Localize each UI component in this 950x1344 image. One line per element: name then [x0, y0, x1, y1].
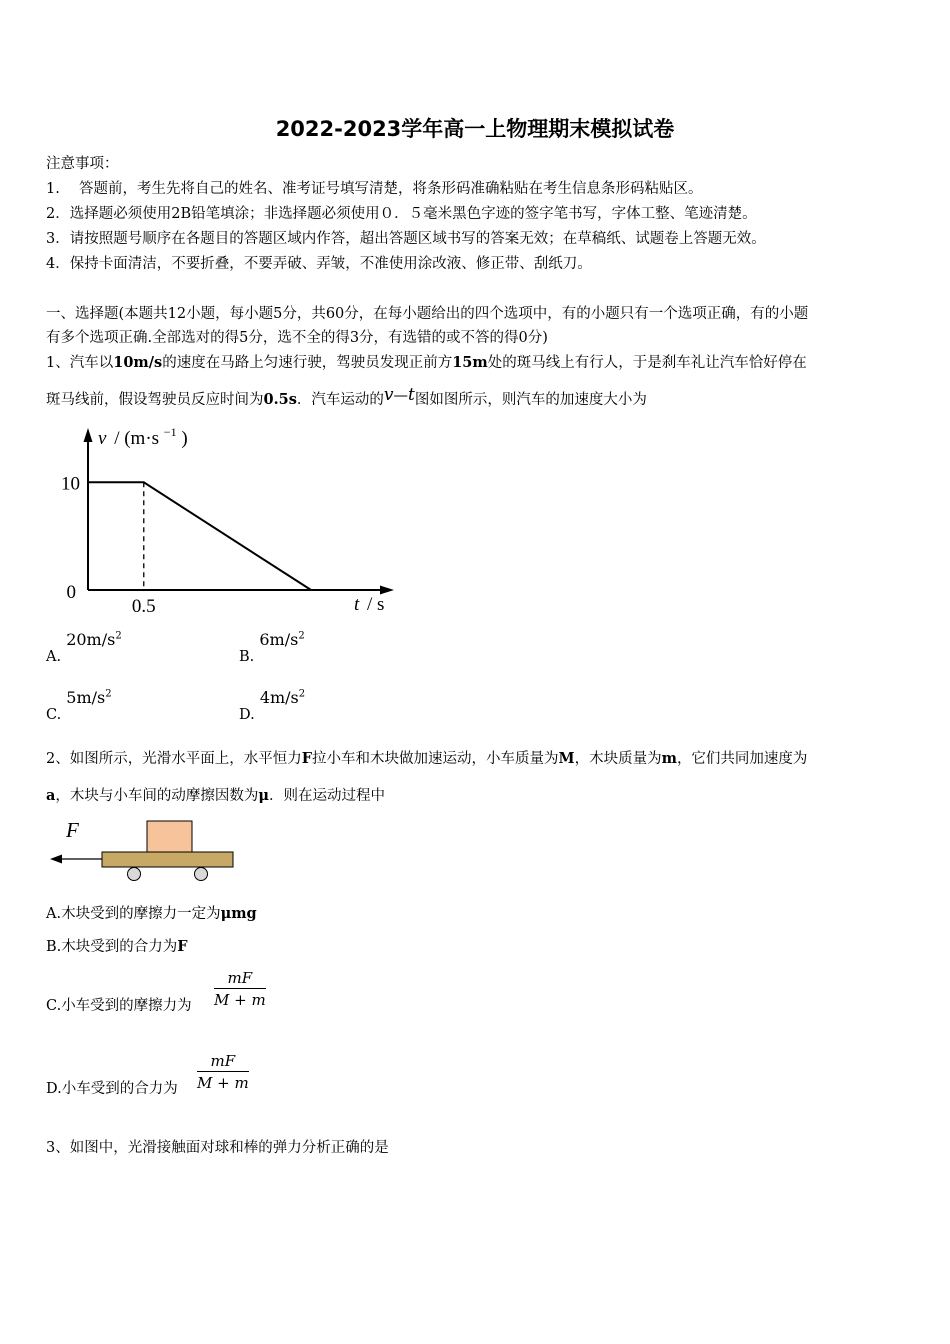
- q2-line2-d: ．则在运动过程中: [269, 788, 386, 804]
- option-letter: D.: [46, 1081, 62, 1097]
- fraction-denominator: M + m: [214, 991, 266, 1009]
- chart-ylabel-unit: / (m·s: [114, 428, 160, 449]
- chart-xlabel-unit: / s: [367, 594, 385, 615]
- option-letter: C.: [46, 998, 62, 1014]
- q1-v-symbol: v: [383, 385, 394, 405]
- chart-xlabel-var: t: [354, 594, 360, 615]
- option-text: 小车受到的合力为: [61, 1081, 178, 1097]
- option-value: 5m/s: [66, 688, 106, 707]
- fraction-numerator: mF: [214, 968, 266, 989]
- option-text: 木块受到的合力为: [61, 939, 178, 955]
- section1-line2: 有多个选项正确.全部选对的得5分，选不全的得3分，有选错的或不答的得0分): [46, 330, 548, 346]
- q2-cart-mass-symbol: M: [558, 750, 575, 767]
- q1-line1-e: 处的斑马线上有行人，于是刹车礼让汽车恰好停在: [487, 355, 807, 371]
- option-letter: D.: [239, 707, 255, 723]
- chart-xtick-0.5: 0.5: [131, 596, 156, 617]
- q2-line1-g: ，它们共同加速度为: [676, 751, 808, 767]
- fraction-numerator: mF: [197, 1051, 249, 1072]
- cart-body: [102, 852, 233, 867]
- note-item-3: 3．请按照题号顺序在各题目的答题区域内作答，超出答题区域书写的答案无效；在草稿纸、试题卷上答题无效。: [46, 231, 766, 247]
- q2-mu-symbol: μ: [258, 787, 270, 804]
- note-item-4: 4．保持卡面清洁，不要折叠，不要弄破、弄皱，不准使用涂改液、修正带、刮纸刀。: [46, 256, 592, 272]
- force-label: F: [66, 818, 79, 842]
- q2-option-a[interactable]: [46, 902, 257, 923]
- q2-force-symbol: F: [301, 750, 313, 767]
- option-letter: C.: [46, 707, 62, 723]
- notes-heading: 注意事项：: [46, 156, 119, 172]
- option-letter: B.: [46, 939, 62, 955]
- q2-option-c[interactable]: [46, 994, 192, 1015]
- q2-option-c-fraction: [214, 968, 266, 1011]
- q2-line2: [46, 784, 385, 805]
- q1-line2-d: 图如图所示，则汽车的加速度大小为: [414, 392, 647, 408]
- option-exponent: 2: [105, 688, 112, 700]
- q2-option-b[interactable]: [46, 935, 188, 956]
- option-value: μmg: [220, 905, 257, 922]
- q1-line1: [46, 351, 807, 372]
- section1-line1: 一、选择题(本题共12小题，每小题5分，共60分，在每小题给出的四个选项中，有的小题只有一个选项正确，有的小题: [46, 306, 809, 322]
- option-value: 20m/s: [66, 630, 116, 649]
- cart-wheel-left: [128, 868, 141, 881]
- option-exponent: 2: [115, 630, 122, 642]
- q1-option-d[interactable]: [239, 688, 306, 723]
- force-arrowhead: [50, 855, 62, 864]
- fraction-denominator: M + m: [197, 1074, 249, 1092]
- option-value: 4m/s: [259, 688, 299, 707]
- q2-option-d[interactable]: [46, 1077, 178, 1098]
- q3-text: 3、如图中，光滑接触面对球和棒的弹力分析正确的是: [46, 1140, 389, 1156]
- option-letter: B.: [239, 649, 255, 665]
- q2-line1-e: ，木块质量为: [574, 751, 662, 767]
- q1-option-b[interactable]: [239, 630, 305, 665]
- q2-acceleration-symbol: a: [46, 787, 56, 804]
- chart-xlabel: [354, 594, 384, 615]
- option-letter: A.: [46, 906, 62, 922]
- q2-line1-c: 拉小车和木块做加速运动，小车质量为: [312, 751, 559, 767]
- q2-block-mass-symbol: m: [661, 750, 677, 767]
- q2-line1-a: 2、如图所示，光滑水平面上，水平恒力: [46, 751, 302, 767]
- q1-line1-a: 1、汽车以: [46, 355, 114, 371]
- q1-option-a[interactable]: [46, 630, 122, 665]
- q1-option-c[interactable]: [46, 688, 112, 723]
- cart-figure: [46, 815, 241, 887]
- chart-series-line: [88, 482, 311, 590]
- option-value: F: [177, 938, 188, 955]
- chart-ylabel-var: v: [98, 428, 107, 449]
- option-text: 小车受到的摩擦力为: [61, 998, 192, 1014]
- chart-ylabel: [98, 420, 188, 449]
- q1-t-symbol: t: [408, 385, 415, 405]
- q1-line2-c: ．汽车运动的: [296, 392, 384, 408]
- q2-line2-b: ，木块与小车间的动摩擦因数为: [55, 788, 259, 804]
- option-exponent: 2: [298, 630, 305, 642]
- vt-chart: [46, 418, 396, 623]
- q1-line1-c: 的速度在马路上匀速行驶，驾驶员发现正前方: [162, 355, 453, 371]
- chart-ylabel-exp: −1: [163, 425, 177, 439]
- note-item-1: 1. 答题前，考生先将自己的姓名、准考证号填写清楚，将条形码准确粘贴在考生信息条形码粘贴区。: [46, 181, 703, 197]
- wooden-block: [147, 821, 192, 852]
- option-letter: A.: [46, 649, 62, 665]
- cart-wheel-right: [195, 868, 208, 881]
- option-exponent: 2: [298, 688, 306, 700]
- chart-ytick-0: 0: [66, 582, 76, 603]
- q1-dash: —: [393, 388, 408, 404]
- q1-reaction-time: 0.5s: [263, 391, 297, 408]
- page-title: 2022-2023学年高一上物理期末模拟试卷: [275, 117, 675, 141]
- q2-line1: [46, 747, 807, 768]
- chart-ytick-10: 10: [61, 473, 80, 495]
- q2-option-d-fraction: [197, 1051, 249, 1094]
- chart-y-arrow: [84, 428, 93, 442]
- q1-distance: 15m: [452, 354, 488, 371]
- option-value: 6m/s: [259, 630, 299, 649]
- q1-speed: 10m/s: [113, 354, 163, 371]
- chart-ylabel-close: ): [181, 428, 188, 449]
- q1-line2-a: 斑马线前，假设驾驶员反应时间为: [46, 392, 264, 408]
- note-item-2: 2．选择题必须使用2B铅笔填涂；非选择题必须使用０．５毫米黑色字迹的签字笔书写，字体工整、笔迹清楚。: [46, 206, 757, 222]
- q1-line2: [46, 385, 647, 409]
- option-text: 木块受到的摩擦力一定为: [61, 906, 221, 922]
